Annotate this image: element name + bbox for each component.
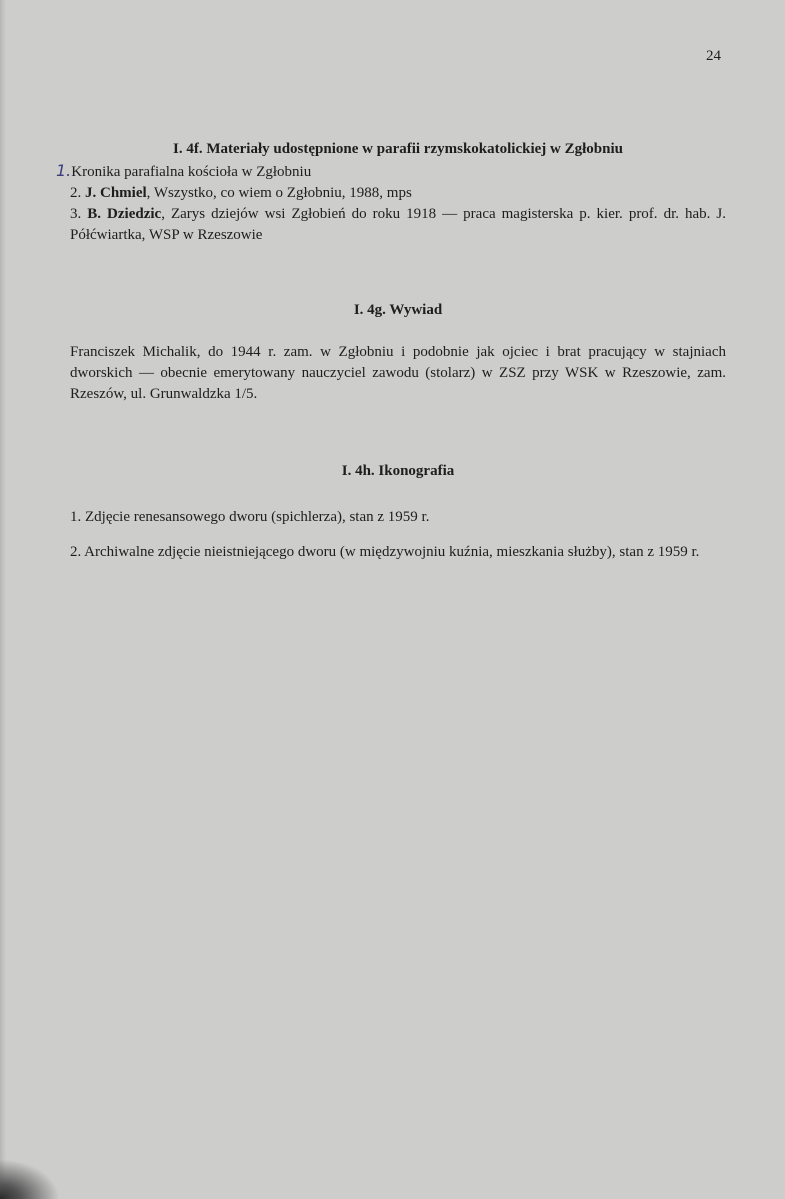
item-author: B. Dziedzic: [87, 206, 162, 222]
section-4f-heading: I. 4f. Materiały udostępnione w parafii rzymskokatolickiej w Zgłobniu: [172, 141, 623, 157]
item-text: , Wszystko, co wiem o Zgłobniu, 1988, mps: [146, 185, 412, 201]
section-4g-heading: I. 4g. Wywiad: [353, 302, 443, 318]
list-item: [70, 183, 726, 204]
list-item: 2. Archiwalne zdjęcie nieistniejącego dworu (w międzywojniu kuźnia, mieszkania służby), stan z 1959 r.: [70, 544, 700, 560]
section-4g-text: Franciszek Michalik, do 1944 r. zam. w Zgłobniu i podobnie jak ojciec i brat pracujący w stajniach dworskich — obecnie emerytowany nauczyciel zawodu (stolarz) w ZSZ przy WSK w Rzeszowie, zam. Rzeszów, ul. Grunwaldzka 1/5.: [70, 344, 726, 402]
list-item: [70, 204, 726, 246]
item-text: , Zarys dziejów wsi Zgłobień do roku 1918 — praca magisterska p. kier. prof. dr. hab. J. Półćwiartka, WSP w Rzeszowie: [70, 206, 727, 243]
page-edge-shadow: [0, 0, 6, 1199]
section-4f-list: [56, 160, 727, 246]
item-number: 3.: [70, 206, 82, 222]
section-4h-heading: I. 4h. Ikonografia: [341, 463, 455, 479]
section-4g: [70, 300, 726, 405]
item-number: 2.: [70, 185, 82, 201]
section-4f: [56, 139, 727, 246]
section-4h: [70, 461, 726, 563]
corner-shadow: [0, 1159, 60, 1199]
list-item: [56, 160, 726, 183]
list-item: 1. Zdjęcie renesansowego dworu (spichlerza), stan z 1959 r.: [70, 509, 430, 525]
item-number: 1.: [56, 161, 72, 180]
item-author: J. Chmiel: [85, 185, 147, 201]
page-number: 24: [706, 48, 721, 64]
item-text: Kronika parafialna kościoła w Zgłobniu: [71, 164, 312, 180]
